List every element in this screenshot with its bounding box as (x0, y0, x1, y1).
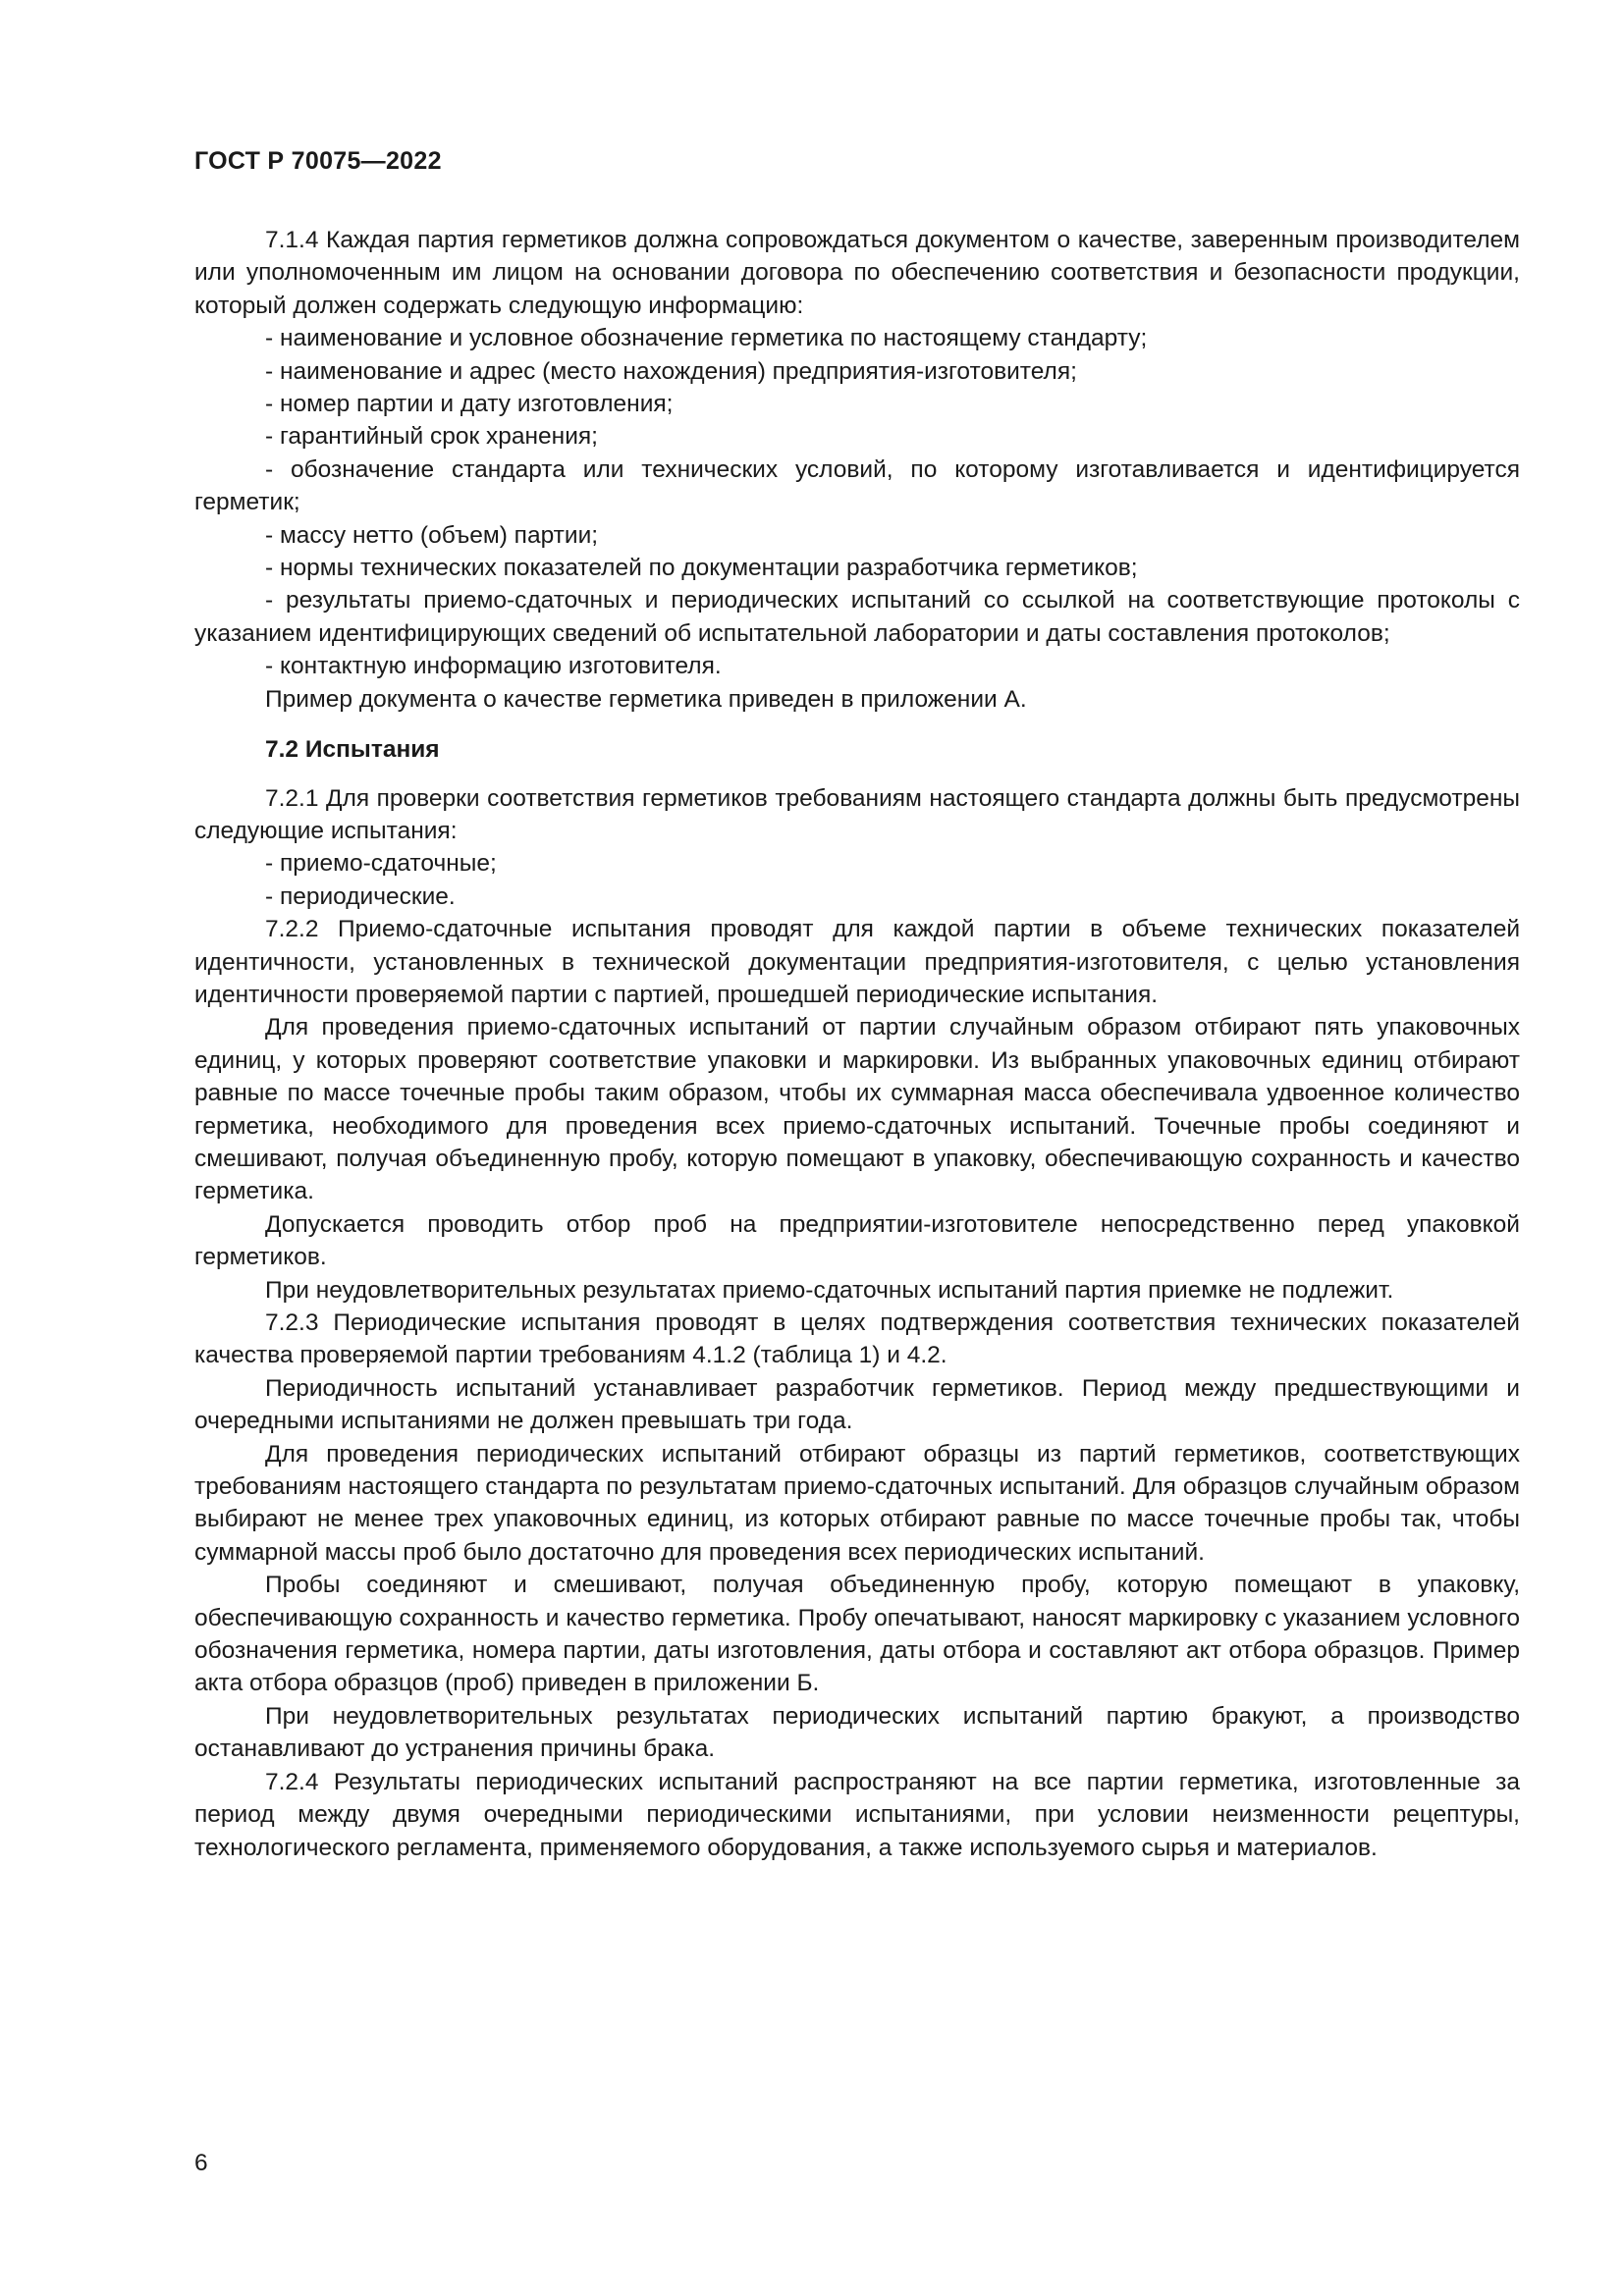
list-item: - нормы технических показателей по документации разработчика герметиков; (265, 555, 1138, 582)
paragraph-7-2-2: 7.2.2 Приемо-сдаточные испытания проводят для каждой партии в объеме технических показателей идентичности, установленных в технической документации предприятия-изготовителя, с целью установления идентичности проверяемой партии с партией, прошедшей периодические испытания. (194, 916, 1520, 1008)
list-item: - гарантийный срок хранения; (265, 423, 598, 451)
paragraph: Пробы соединяют и смешивают, получая объединенную пробу, которую помещают в упаковку, обеспечивающую сохранность и качество герметика. Пробу опечатывают, наносят маркировку с указанием условного обозначения герметика, номера партии, даты изготовления, даты отбора и составляют акт отбора образцов. Пример акта отбора образцов (проб) приведен в приложении Б. (194, 1572, 1520, 1697)
paragraph: Допускается проводить отбор проб на предприятии-изготовителе непосредственно перед упаковкой герметиков. (194, 1210, 1520, 1271)
document-body (194, 224, 1520, 1864)
paragraph-7-1-4: 7.1.4 Каждая партия герметиков должна сопровождаться документом о качестве, заверенным производителем или уполномоченным им лицом на основании договора по обеспечению соответствия и безопасности продукции, который должен содержать следующую информацию: (194, 227, 1520, 319)
list-item: - массу нетто (объем) партии; (265, 521, 599, 549)
list-item: - наименование и адрес (место нахождения) предприятия-изготовителя; (265, 357, 1077, 385)
paragraph: При неудовлетворительных результатах периодических испытаний партию бракуют, а производство останавливают до устранения причины брака. (194, 1702, 1520, 1763)
paragraph-7-2-4: 7.2.4 Результаты периодических испытаний распространяют на все партии герметика, изготовленные за период между двумя очередными периодическими испытаниями, при условии неизменности рецептуры, технологического регламента, применяемого оборудования, а также используемого сырья и материалов. (194, 1768, 1520, 1861)
list-item: - результаты приемо-сдаточных и периодических испытаний со ссылкой на соответствующие протоколы с указанием идентифицирующих сведений об испытательной лаборатории и даты составления протоколов; (194, 587, 1520, 647)
paragraph: Периодичность испытаний устанавливает разработчик герметиков. Период между предшествующими и очередными испытаниями не должен превышать три года. (194, 1374, 1520, 1435)
paragraph: Для проведения приемо-сдаточных испытаний от партии случайным образом отбирают пять упаковочных единиц, у которых проверяют соответствие упаковки и маркировки. Из выбранных упаковочных единиц отбирают равные по массе точечные пробы таким образом, чтобы их суммарная масса обеспечивала удвоенное количество герметика, необходимого для проведения всех приемо-сдаточных испытаний. Точечные пробы соединяют и смешивают, получая объединенную пробу, которую помещают в упаковку, обеспечивающую сохранность и качество герметика. (194, 1014, 1520, 1205)
list-item: - контактную информацию изготовителя. (265, 653, 722, 680)
page-number: 6 (194, 2150, 208, 2176)
list-item: - номер партии и дату изготовления; (265, 391, 674, 418)
paragraph-example: Пример документа о качестве герметика приведен в приложении А. (265, 685, 1027, 713)
document-header: ГОСТ Р 70075—2022 (194, 147, 442, 175)
paragraph: При неудовлетворительных результатах приемо-сдаточных испытаний партия приемке не подлежит. (265, 1276, 1394, 1304)
paragraph-7-2-1: 7.2.1 Для проверки соответствия герметиков требованиям настоящего стандарта должны быть предусмотрены следующие испытания: (194, 784, 1520, 844)
list-item: - приемо-сдаточные; (265, 850, 497, 878)
list-item: - наименование и условное обозначение герметика по настоящему стандарту; (265, 325, 1148, 352)
paragraph-7-2-3: 7.2.3 Периодические испытания проводят в целях подтверждения соответствия технических показателей качества проверяемой партии требованиям 4.1.2 (таблица 1) и 4.2. (194, 1309, 1520, 1369)
paragraph: Для проведения периодических испытаний отбирают образцы из партий герметиков, соответствующих требованиям настоящего стандарта по результатам приемо-сдаточных испытаний. Для образцов случайным образом выбирают не менее трех упаковочных единиц, из которых отбирают равные по массе точечные пробы так, чтобы суммарной массы проб было достаточно для проведения всех периодических испытаний. (194, 1440, 1520, 1566)
list-item: - обозначение стандарта или технических условий, по которому изготавливается и идентифицируется герметик; (194, 455, 1520, 516)
list-item: - периодические. (265, 882, 456, 910)
section-heading-7-2: 7.2 Испытания (265, 736, 440, 764)
